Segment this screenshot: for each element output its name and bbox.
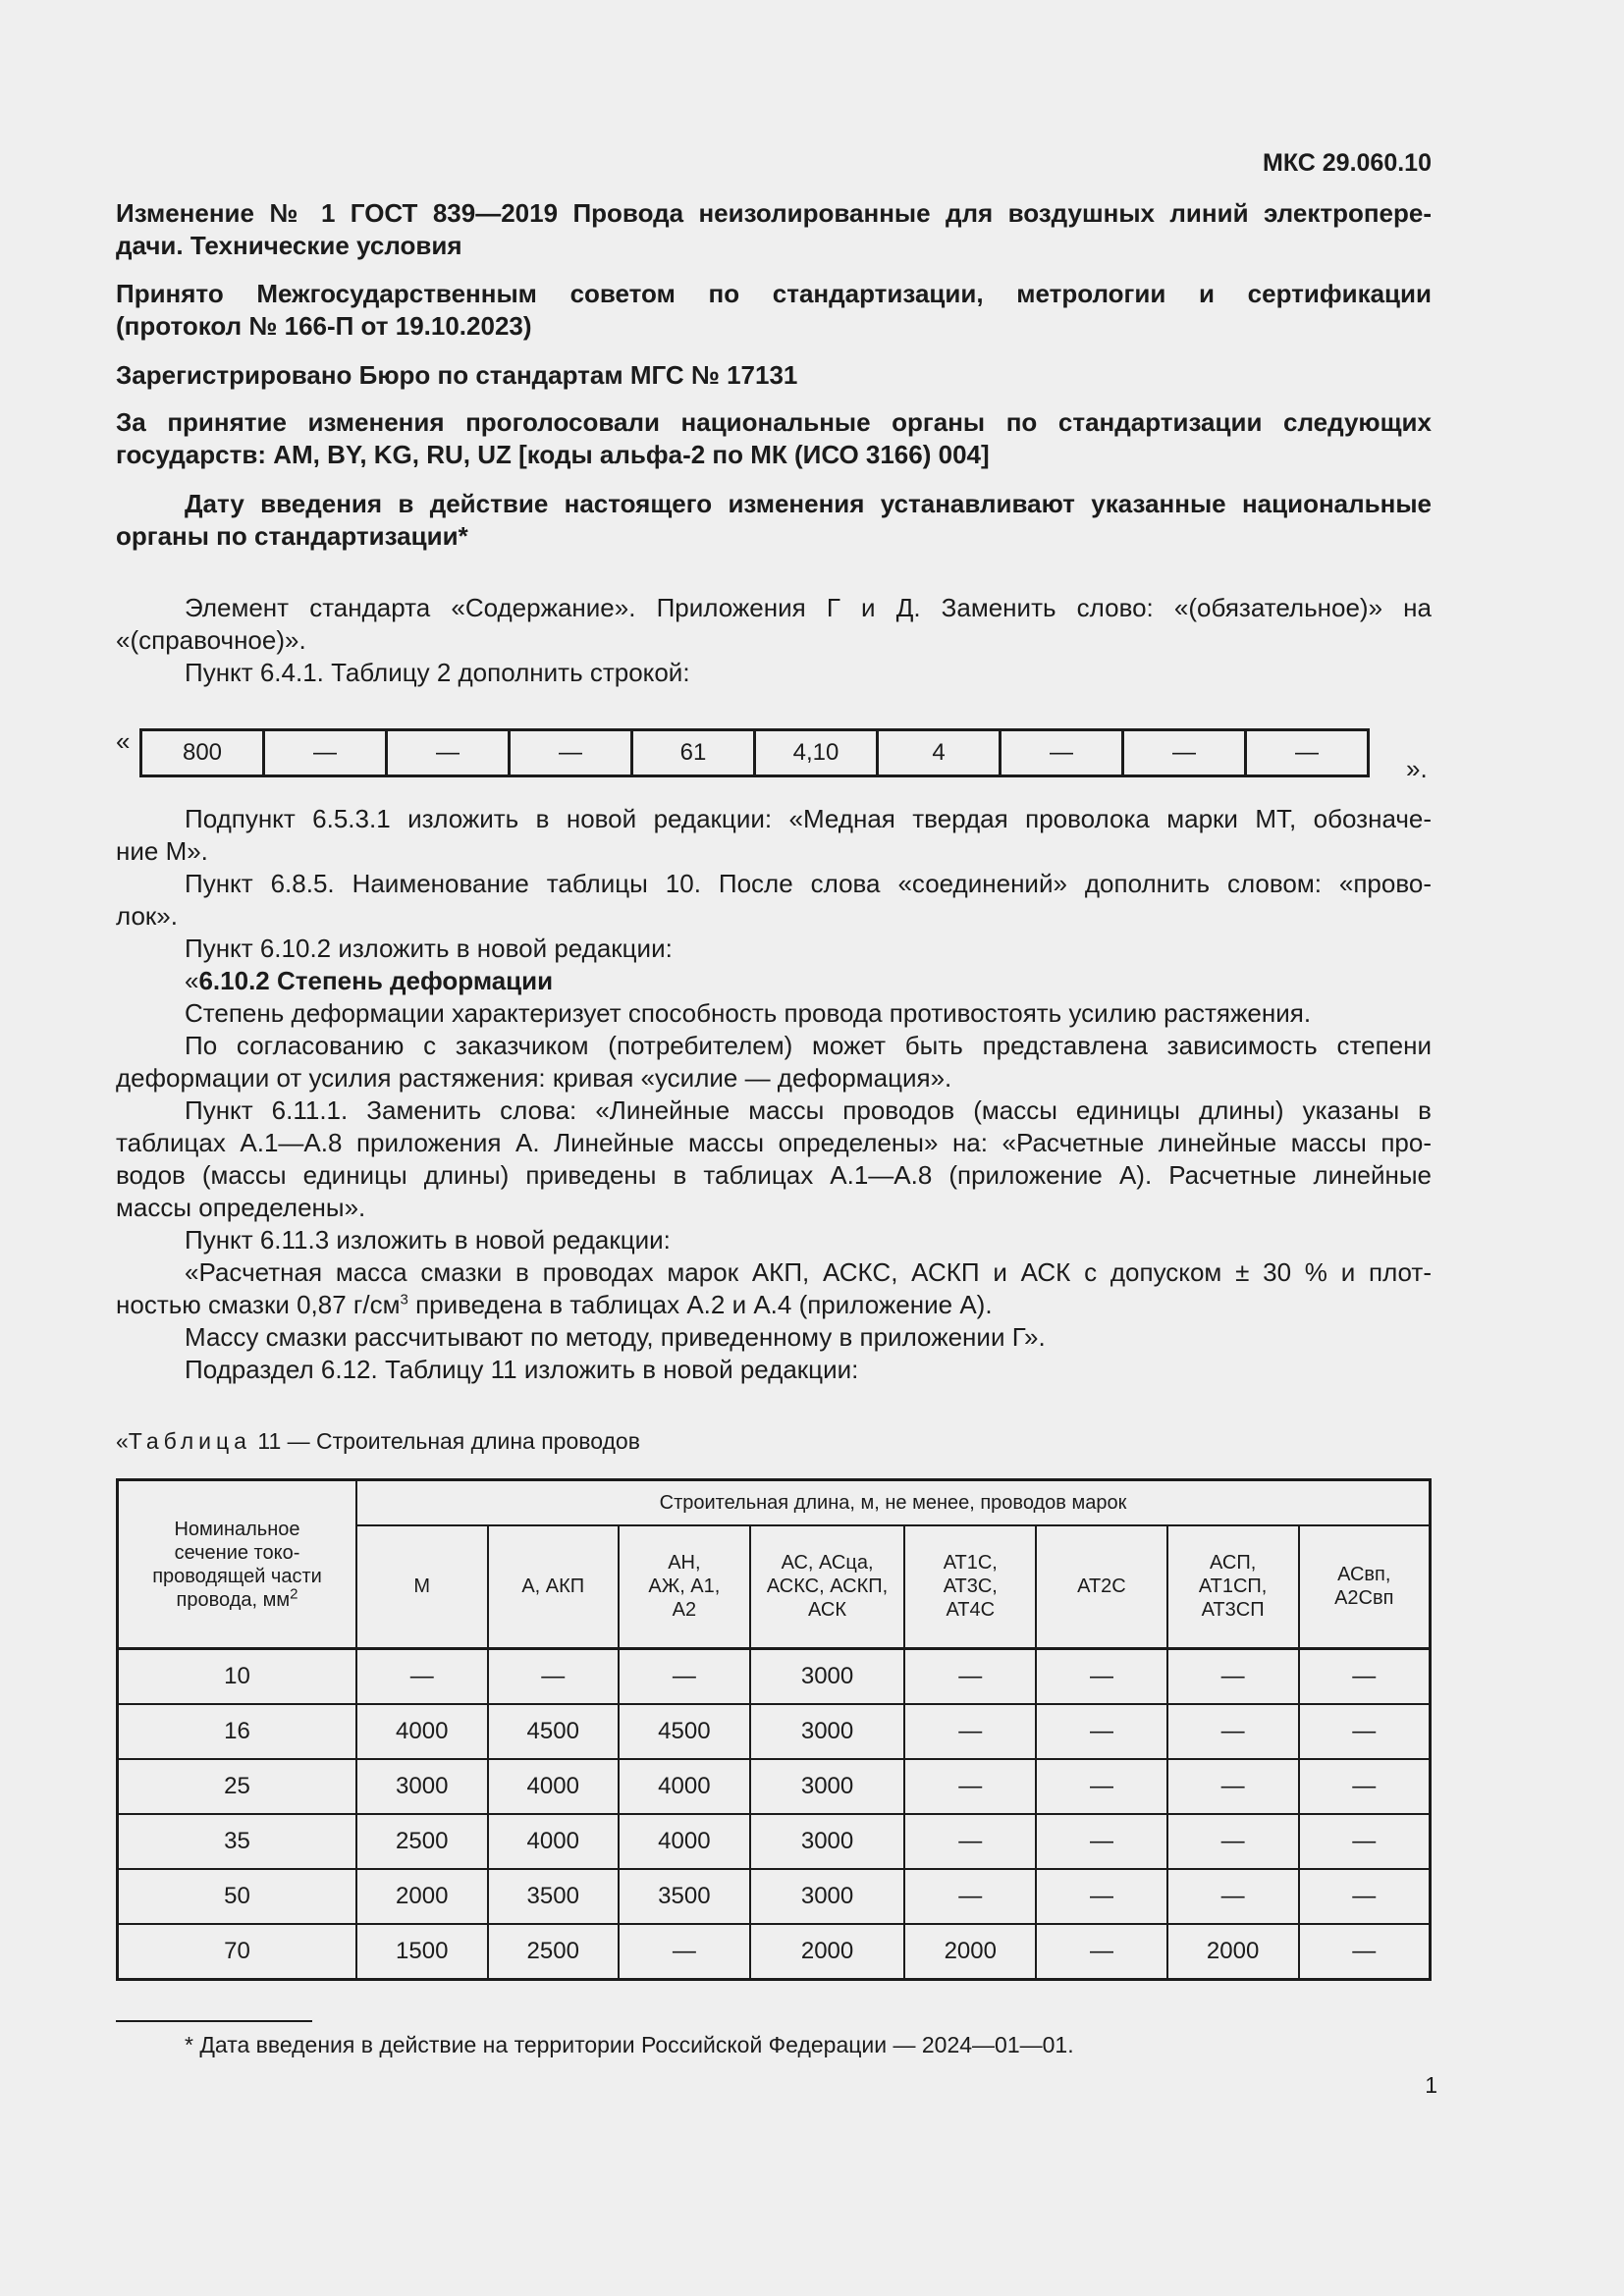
length-cell: — [1299, 1704, 1431, 1759]
col-header: АТ2С [1036, 1525, 1166, 1649]
added-row-cell: — [510, 730, 632, 776]
table-row [118, 1924, 1431, 1980]
amendment-title: Изменение № 1 ГОСТ 839—2019 Провода неизолированные для воздушных линий электропере- дачи. Технические условия [116, 198, 1432, 260]
added-row-cell: — [1001, 730, 1123, 776]
length-cell: — [904, 1814, 1036, 1869]
amendment-body-2: Подпункт 6.5.3.1 изложить в новой редакции: «Медная твердая проволока марки МТ, обозначе- ние М». Пункт 6.8.5. Наименование таблицы 10. После слова «соединений» дополнить словом: «прово- лок». Пункт 6.10.2 изложить в новой редакции: «6.10.2 Степень деформации Степень деформации характеризует способность провода противостоять усилию растяжения. По согласованию с заказчиком (потребителем) может быть представлена зависимость степени деформации от усилия растяжения: кривая «усилие — деформация». Пункт 6.11.1. Заменить слова: «Линейные массы проводов (массы единицы длины) указаны в таблицах А.1—А.8 приложения А. Линейные массы определены» на: «Расчетные линейные массы про- водов (массы единицы длины) приведены в таблицах А.1—А.8 (приложение А). Расчетные линейные массы определены». Пункт 6.11.3 изложить в новой редакции: «Расчетная масса смазки в проводах марок АКП, АСКС, АСКП и АСК с допуском ± 30 % и плот- ностью смазки 0,87 $г/см^3$ приведена в таблицах А.2 и А.4 (приложение А). Массу смазки рассчитывают по методу, приведенному в приложении Г». Подраздел 6.12. Таблицу 11 изложить в новой редакции: [116, 804, 1432, 1384]
added-row-cell: 4,10 [755, 730, 878, 776]
added-table-row [116, 726, 1432, 785]
length-cell: 3000 [750, 1649, 905, 1705]
mks-code: МКС 29.060.10 [1263, 149, 1432, 177]
footnote-separator [116, 2020, 312, 2022]
length-cell: 4500 [619, 1704, 750, 1759]
length-cell: — [1167, 1869, 1299, 1924]
section-heading: «6.10.2 Степень деформации [185, 966, 554, 995]
length-cell: 3000 [750, 1759, 905, 1814]
col-header: АСвп, А2Свп [1299, 1525, 1431, 1649]
added-row-cell: — [387, 730, 510, 776]
table-11 [116, 1478, 1432, 1981]
added-row-cell: — [264, 730, 387, 776]
length-cell: — [1299, 1924, 1431, 1980]
close-quote: ». [1406, 754, 1428, 783]
registered-statement: Зарегистрировано Бюро по стандартам МГС № 17131 [116, 360, 798, 390]
length-cell: 3000 [750, 1869, 905, 1924]
added-row-table [139, 728, 1370, 777]
col-header-section: Номинальное сечение токо-проводящей части провода, $мм^2$ [118, 1480, 357, 1649]
length-cell: — [1036, 1869, 1166, 1924]
length-cell: 3500 [488, 1869, 620, 1924]
table-caption: «Таблица 11 — Строительная длина проводов [116, 1428, 640, 1454]
length-cell: — [1167, 1704, 1299, 1759]
length-cell: 3500 [619, 1869, 750, 1924]
length-cell: 4000 [619, 1814, 750, 1869]
length-cell: — [619, 1649, 750, 1705]
added-row-cell: — [1246, 730, 1369, 776]
length-cell: — [356, 1649, 488, 1705]
length-cell: — [488, 1649, 620, 1705]
length-cell: 2000 [904, 1924, 1036, 1980]
col-header: А, АКП [488, 1525, 620, 1649]
length-cell: — [1167, 1649, 1299, 1705]
length-cell: 2500 [356, 1814, 488, 1869]
open-quote: « [116, 726, 131, 756]
col-header: АН, АЖ, А1, А2 [619, 1525, 750, 1649]
section-cell: 50 [118, 1869, 357, 1924]
length-cell: — [1299, 1759, 1431, 1814]
length-cell: — [1167, 1814, 1299, 1869]
length-cell: 4000 [488, 1814, 620, 1869]
page-number: 1 [1425, 2072, 1437, 2098]
length-cell: 3000 [356, 1759, 488, 1814]
length-cell: — [1167, 1759, 1299, 1814]
length-cell: 2000 [356, 1869, 488, 1924]
table-row [118, 1649, 1431, 1705]
length-cell: 2500 [488, 1924, 620, 1980]
section-cell: 16 [118, 1704, 357, 1759]
table-row [118, 1704, 1431, 1759]
added-row-cell: 61 [632, 730, 755, 776]
length-cell: 2000 [1167, 1924, 1299, 1980]
table-row [118, 1814, 1431, 1869]
added-row-cell: 800 [141, 730, 264, 776]
length-cell: — [1299, 1814, 1431, 1869]
length-cell: — [1299, 1869, 1431, 1924]
added-row-cell: 4 [878, 730, 1001, 776]
section-cell: 70 [118, 1924, 357, 1980]
col-header: М [356, 1525, 488, 1649]
length-cell: — [1036, 1759, 1166, 1814]
section-cell: 35 [118, 1814, 357, 1869]
length-cell: — [619, 1924, 750, 1980]
col-header: АС, АСца, АСКС, АСКП, АСК [750, 1525, 905, 1649]
col-header: АТ1С, АТ3С, АТ4С [904, 1525, 1036, 1649]
length-cell: — [904, 1869, 1036, 1924]
table-row [118, 1869, 1431, 1924]
col-header: АСП, АТ1СП, АТ3СП [1167, 1525, 1299, 1649]
length-cell: — [1299, 1649, 1431, 1705]
length-cell: — [904, 1704, 1036, 1759]
footnote: * Дата введения в действие на территории Российской Федерации — 2024—01—01. [185, 2032, 1074, 2057]
length-cell: — [1036, 1814, 1166, 1869]
length-cell: — [1036, 1704, 1166, 1759]
table-row [118, 1759, 1431, 1814]
length-cell: 3000 [750, 1704, 905, 1759]
length-cell: — [904, 1759, 1036, 1814]
length-cell: 4500 [488, 1704, 620, 1759]
length-cell: 4000 [356, 1704, 488, 1759]
length-cell: 4000 [619, 1759, 750, 1814]
group-header: Строительная длина, м, не менее, проводов марок [356, 1480, 1431, 1525]
length-cell: 4000 [488, 1759, 620, 1814]
section-cell: 25 [118, 1759, 357, 1814]
adopted-statement: Принято Межгосударственным советом по стандартизации, метрологии и сертификации (протокол № 166-П от 19.10.2023) [116, 279, 1432, 341]
added-row-cell: — [1123, 730, 1246, 776]
effective-date-statement: Дату введения в действие настоящего изменения устанавливают указанные национальные органы по стандартизации* [116, 489, 1432, 551]
length-cell: — [904, 1649, 1036, 1705]
table-body [118, 1649, 1431, 1980]
length-cell: 2000 [750, 1924, 905, 1980]
length-cell: — [1036, 1649, 1166, 1705]
voted-statement: За принятие изменения проголосовали национальные органы по стандартизации следующих государств: AM, BY, KG, RU, UZ [коды альфа-2 по МК (ИСО 3166) 004] [116, 407, 1432, 469]
amendment-body-1: Элемент стандарта «Содержание». Приложения Г и Д. Заменить слово: «(обязательное)» на «(справочное)». Пункт 6.4.1. Таблицу 2 дополнить строкой: [116, 593, 1432, 687]
section-cell: 10 [118, 1649, 357, 1705]
length-cell: 3000 [750, 1814, 905, 1869]
length-cell: 1500 [356, 1924, 488, 1980]
length-cell: — [1036, 1924, 1166, 1980]
